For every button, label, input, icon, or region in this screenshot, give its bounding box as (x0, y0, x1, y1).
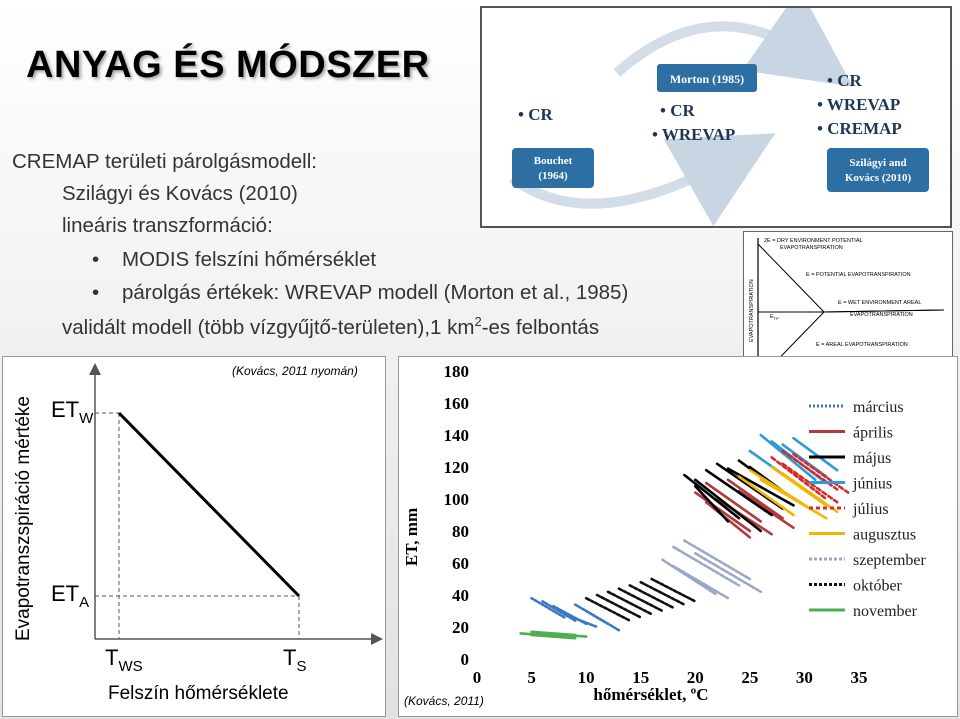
label-etw-sub: W (79, 410, 94, 427)
card-morton (652, 64, 757, 144)
morton-label-5: EVAPOTRANSPIRATION (850, 312, 913, 318)
y-tick-label: 60 (452, 554, 469, 573)
y-tick-group (444, 362, 470, 669)
y-tick-label: 0 (460, 650, 469, 669)
card-bouchet (512, 105, 594, 188)
left-x-label: Felszín hőmérséklete (108, 683, 289, 704)
legend-label: május (853, 450, 892, 467)
label-eta (51, 581, 89, 611)
label-etw (51, 397, 94, 427)
legend-label: április (853, 424, 893, 442)
label-eta-base: ET (51, 581, 80, 606)
legend-group (809, 399, 927, 620)
label-ts-base: T (283, 645, 297, 670)
left-chart-caption: (Kovács, 2011 nyomán) (232, 364, 358, 378)
history-diagram-svg (482, 8, 950, 226)
morton-y-label: EVAPOTRANSPIRATION (749, 279, 755, 342)
text-linear-transform: lineáris transzformáció: (62, 214, 273, 237)
legend-label: augusztus (853, 526, 917, 544)
card-morton-title: Morton (1985) (669, 72, 745, 86)
y-tick-label: 80 (452, 522, 469, 541)
text-validated-model (62, 314, 599, 340)
card-bouchet-item-cr: • CR (518, 105, 553, 124)
left-et-line (119, 413, 299, 596)
morton-etp-label: $E_{TP}$ (770, 314, 779, 321)
series-0-segment (542, 601, 575, 620)
series-1-segment (695, 493, 750, 531)
label-ts (283, 645, 306, 675)
morton-label-4: E = WET ENVIRONMENT AREAL (838, 300, 922, 306)
y-axis-label: ET, mm (402, 507, 421, 567)
card-morton-item-cr: • CR (660, 101, 695, 120)
y-tick-label: 140 (443, 426, 469, 445)
card-bouchet-title-1: Bouchet (533, 155, 573, 167)
right-chart (398, 356, 958, 717)
bullet-wrevap: • párolgás értékek: WREVAP modell (Morton et al., 1985) (122, 281, 628, 305)
bullet-modis: • MODIS felszíni hőmérséklet (122, 248, 376, 272)
label-eta-sub: A (79, 594, 90, 611)
y-tick-label: 180 (443, 362, 469, 381)
card-szilagyi (817, 71, 929, 192)
validated-sup: 2 (474, 314, 482, 329)
morton-label-2: EVAPOTRANSPIRATION (780, 245, 843, 251)
legend-label: március (853, 399, 904, 416)
label-etw-base: ET (51, 397, 80, 422)
series-3-segment (794, 438, 838, 470)
morton-label-1: 2E = DRY ENVIRONMENT POTENTIAL (764, 238, 863, 244)
x-tick-label: 10 (577, 668, 595, 687)
text-cremap-model: CREMAP területi párolgásmodell: (12, 150, 317, 173)
left-chart-svg (3, 357, 385, 716)
legend-label: szeptember (853, 552, 926, 569)
card-szilagyi-title-2: Kovács (2010) (844, 172, 912, 184)
legend-label: november (853, 603, 917, 620)
et-chart-svg (399, 357, 957, 716)
history-diagram (480, 6, 952, 228)
card-bouchet-title-2: (1964) (538, 170, 568, 182)
x-tick-label: 0 (472, 668, 482, 687)
card-szilagyi-title-1: Szilágyi and (849, 157, 907, 169)
card-szilagyi-item-cremap: • CREMAP (817, 119, 902, 138)
y-tick-label: 40 (452, 586, 469, 605)
y-tick-label: 20 (452, 618, 469, 637)
text-authors: Szilágyi és Kovács (2010) (62, 182, 298, 205)
series-0-segment (564, 614, 597, 627)
legend-label: június (853, 475, 893, 493)
x-tick-label: 35 (850, 668, 868, 687)
x-axis-label: hőmérséklet, ºC (593, 685, 709, 704)
left-y-label: Evapotranszspiráció mértéke (13, 396, 34, 641)
label-tws-base: T (105, 645, 119, 670)
validated-end: -es felbontás (481, 315, 600, 339)
validated-main: validált modell (több vízgyűjtő-területen),1 km (62, 315, 475, 339)
label-ts-sub: S (296, 658, 307, 675)
x-tick-label: 15 (632, 668, 650, 687)
label-tws (105, 645, 143, 675)
y-tick-label: 160 (443, 394, 469, 413)
x-tick-label: 25 (741, 668, 759, 687)
y-tick-label: 100 (443, 490, 469, 509)
morton-etp-sub: TP (773, 316, 779, 321)
series-group (521, 435, 848, 638)
left-chart (2, 356, 386, 717)
card-szilagyi-item-cr: • CR (827, 71, 862, 90)
x-tick-label: 5 (527, 668, 536, 687)
legend-label: október (853, 577, 902, 595)
card-morton-item-wrevap: • WREVAP (652, 125, 736, 144)
morton-label-3: E = POTENTIAL EVAPOTRANSPIRATION (806, 272, 911, 278)
y-tick-label: 120 (443, 458, 469, 477)
series-0-segment (532, 598, 565, 617)
morton-label-6: E = AREAL EVAPOTRANSPIRATION (816, 342, 908, 348)
x-tick-label: 20 (686, 668, 704, 687)
slide-title: ANYAG ÉS MÓDSZER (26, 44, 430, 86)
card-szilagyi-item-wrevap: • WREVAP (817, 95, 901, 114)
label-tws-sub: WS (118, 658, 143, 675)
x-tick-label: 30 (795, 668, 813, 687)
series-3-segment (761, 435, 816, 480)
legend-label: július (853, 501, 889, 518)
right-chart-caption: (Kovács, 2011) (404, 694, 484, 708)
